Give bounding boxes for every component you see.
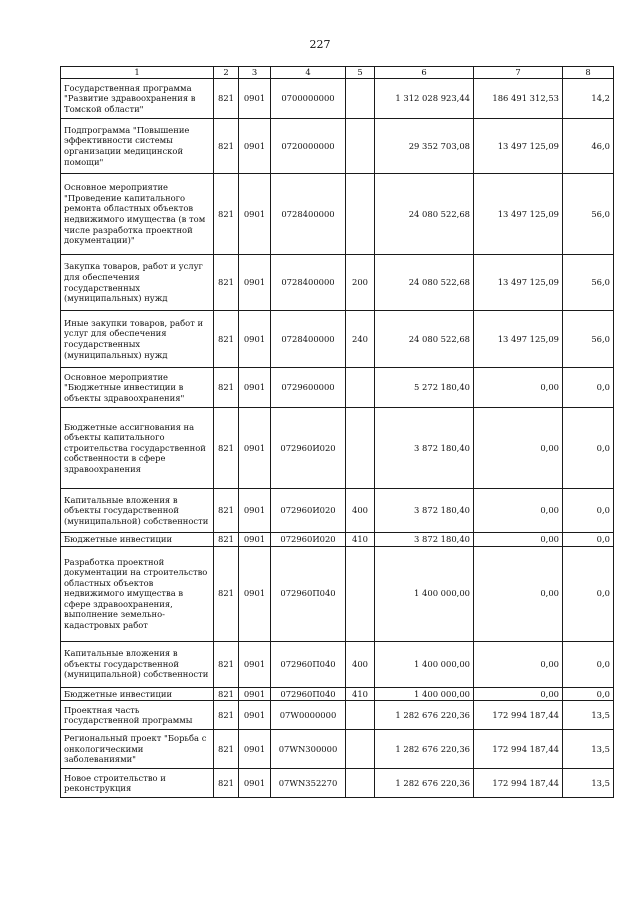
row-plan-amount: 1 400 000,00 xyxy=(375,641,474,687)
row-executed-amount: 172 994 187,44 xyxy=(474,769,563,798)
row-percent: 46,0 xyxy=(563,119,614,174)
row-expense-type xyxy=(346,368,375,408)
row-target-code: 0728400000 xyxy=(271,311,346,368)
row-target-code: 0728400000 xyxy=(271,174,346,255)
row-executed-amount: 0,00 xyxy=(474,489,563,533)
table-row xyxy=(61,730,614,769)
row-executed-amount: 0,00 xyxy=(474,546,563,641)
row-expense-type: 400 xyxy=(346,489,375,533)
row-name: Основное мероприятие "Бюджетные инвестиции в объекты здравоохранения" xyxy=(61,368,214,408)
row-expense-type xyxy=(346,546,375,641)
row-expense-type: 240 xyxy=(346,311,375,368)
row-percent: 0,0 xyxy=(563,368,614,408)
row-plan-amount: 1 282 676 220,36 xyxy=(375,701,474,730)
row-name: Бюджетные инвестиции xyxy=(61,687,214,701)
row-section-code: 0901 xyxy=(239,174,271,255)
row-plan-amount: 24 080 522,68 xyxy=(375,311,474,368)
table-row xyxy=(61,79,614,119)
table-row xyxy=(61,687,614,701)
row-percent: 0,0 xyxy=(563,546,614,641)
row-percent: 56,0 xyxy=(563,311,614,368)
column-header: 7 xyxy=(474,67,563,79)
row-expense-type xyxy=(346,769,375,798)
row-section-code: 0901 xyxy=(239,769,271,798)
row-section-code: 0901 xyxy=(239,701,271,730)
row-admin-code: 821 xyxy=(214,311,239,368)
row-executed-amount: 0,00 xyxy=(474,533,563,547)
row-name: Иные закупки товаров, работ и услуг для обеспечения государственных (муниципальных) нужд xyxy=(61,311,214,368)
row-target-code: 07W0000000 xyxy=(271,701,346,730)
row-target-code: 072960И020 xyxy=(271,533,346,547)
row-name: Бюджетные инвестиции xyxy=(61,533,214,547)
row-section-code: 0901 xyxy=(239,255,271,311)
row-section-code: 0901 xyxy=(239,79,271,119)
row-plan-amount: 3 872 180,40 xyxy=(375,533,474,547)
column-header: 3 xyxy=(239,67,271,79)
page-number: 227 xyxy=(309,38,331,51)
row-percent: 0,0 xyxy=(563,533,614,547)
row-executed-amount: 172 994 187,44 xyxy=(474,730,563,769)
table-row xyxy=(61,701,614,730)
row-plan-amount: 3 872 180,40 xyxy=(375,489,474,533)
row-admin-code: 821 xyxy=(214,769,239,798)
row-percent: 0,0 xyxy=(563,687,614,701)
table-body xyxy=(61,79,614,798)
row-expense-type: 200 xyxy=(346,255,375,311)
row-target-code: 072960П040 xyxy=(271,546,346,641)
row-section-code: 0901 xyxy=(239,641,271,687)
column-header: 5 xyxy=(346,67,375,79)
row-percent: 13,5 xyxy=(563,701,614,730)
row-section-code: 0901 xyxy=(239,687,271,701)
row-plan-amount: 1 400 000,00 xyxy=(375,687,474,701)
row-expense-type xyxy=(346,174,375,255)
row-target-code: 072960И020 xyxy=(271,408,346,489)
row-plan-amount: 5 272 180,40 xyxy=(375,368,474,408)
row-admin-code: 821 xyxy=(214,79,239,119)
row-executed-amount: 0,00 xyxy=(474,408,563,489)
row-admin-code: 821 xyxy=(214,119,239,174)
row-executed-amount: 0,00 xyxy=(474,641,563,687)
row-expense-type: 410 xyxy=(346,533,375,547)
row-target-code: 072960П040 xyxy=(271,687,346,701)
row-percent: 56,0 xyxy=(563,255,614,311)
row-percent: 13,5 xyxy=(563,769,614,798)
row-name: Государственная программа "Развитие здравоохранения в Томской области" xyxy=(61,79,214,119)
row-plan-amount: 24 080 522,68 xyxy=(375,255,474,311)
row-admin-code: 821 xyxy=(214,533,239,547)
row-section-code: 0901 xyxy=(239,489,271,533)
row-plan-amount: 1 312 028 923,44 xyxy=(375,79,474,119)
row-percent: 0,0 xyxy=(563,489,614,533)
table-row xyxy=(61,408,614,489)
row-target-code: 07WN300000 xyxy=(271,730,346,769)
row-executed-amount: 13 497 125,09 xyxy=(474,311,563,368)
row-expense-type xyxy=(346,79,375,119)
table-row xyxy=(61,174,614,255)
row-admin-code: 821 xyxy=(214,408,239,489)
column-header: 2 xyxy=(214,67,239,79)
column-header: 8 xyxy=(563,67,614,79)
row-plan-amount: 29 352 703,08 xyxy=(375,119,474,174)
table-row xyxy=(61,368,614,408)
row-name: Основное мероприятие "Проведение капитального ремонта областных объектов недвижимого имущества (в том числе разработка проектной документации)" xyxy=(61,174,214,255)
row-name: Капитальные вложения в объекты государственной (муниципальной) собственности xyxy=(61,489,214,533)
budget-table xyxy=(60,66,614,798)
row-plan-amount: 1 282 676 220,36 xyxy=(375,730,474,769)
row-name: Разработка проектной документации на строительство областных объектов недвижимого имущества в сфере здравоохранения, выполнение земельно-кадастровых работ xyxy=(61,546,214,641)
row-executed-amount: 0,00 xyxy=(474,687,563,701)
row-section-code: 0901 xyxy=(239,368,271,408)
row-section-code: 0901 xyxy=(239,546,271,641)
row-expense-type xyxy=(346,730,375,769)
row-target-code: 0728400000 xyxy=(271,255,346,311)
row-percent: 56,0 xyxy=(563,174,614,255)
row-admin-code: 821 xyxy=(214,489,239,533)
row-expense-type xyxy=(346,119,375,174)
row-plan-amount: 1 282 676 220,36 xyxy=(375,769,474,798)
row-name: Закупка товаров, работ и услуг для обеспечения государственных (муниципальных) нужд xyxy=(61,255,214,311)
row-percent: 0,0 xyxy=(563,408,614,489)
table-row xyxy=(61,119,614,174)
row-target-code: 0720000000 xyxy=(271,119,346,174)
row-expense-type xyxy=(346,701,375,730)
row-section-code: 0901 xyxy=(239,408,271,489)
row-plan-amount: 24 080 522,68 xyxy=(375,174,474,255)
row-admin-code: 821 xyxy=(214,255,239,311)
table-header-row xyxy=(61,67,614,79)
row-name: Подпрограмма "Повышение эффективности системы организации медицинской помощи" xyxy=(61,119,214,174)
row-admin-code: 821 xyxy=(214,368,239,408)
row-name: Региональный проект "Борьба с онкологическими заболеваниями" xyxy=(61,730,214,769)
row-executed-amount: 172 994 187,44 xyxy=(474,701,563,730)
row-expense-type: 400 xyxy=(346,641,375,687)
row-name: Капитальные вложения в объекты государственной (муниципальной) собственности xyxy=(61,641,214,687)
row-admin-code: 821 xyxy=(214,687,239,701)
row-name: Бюджетные ассигнования на объекты капитального строительства государственной собственности в сфере здравоохранения xyxy=(61,408,214,489)
table-row xyxy=(61,255,614,311)
row-percent: 0,0 xyxy=(563,641,614,687)
row-percent: 13,5 xyxy=(563,730,614,769)
row-target-code: 07WN352270 xyxy=(271,769,346,798)
row-expense-type xyxy=(346,408,375,489)
row-section-code: 0901 xyxy=(239,533,271,547)
row-section-code: 0901 xyxy=(239,311,271,368)
row-executed-amount: 13 497 125,09 xyxy=(474,255,563,311)
row-executed-amount: 13 497 125,09 xyxy=(474,174,563,255)
row-target-code: 0700000000 xyxy=(271,79,346,119)
column-header: 4 xyxy=(271,67,346,79)
table-row xyxy=(61,641,614,687)
row-section-code: 0901 xyxy=(239,730,271,769)
table-row xyxy=(61,489,614,533)
row-admin-code: 821 xyxy=(214,546,239,641)
row-percent: 14,2 xyxy=(563,79,614,119)
row-admin-code: 821 xyxy=(214,730,239,769)
row-admin-code: 821 xyxy=(214,701,239,730)
row-target-code: 0729600000 xyxy=(271,368,346,408)
row-target-code: 072960П040 xyxy=(271,641,346,687)
row-name: Проектная часть государственной программы xyxy=(61,701,214,730)
row-admin-code: 821 xyxy=(214,641,239,687)
row-plan-amount: 3 872 180,40 xyxy=(375,408,474,489)
row-name: Новое строительство и реконструкция xyxy=(61,769,214,798)
row-expense-type: 410 xyxy=(346,687,375,701)
row-plan-amount: 1 400 000,00 xyxy=(375,546,474,641)
table-row xyxy=(61,546,614,641)
table-row xyxy=(61,769,614,798)
row-executed-amount: 186 491 312,53 xyxy=(474,79,563,119)
row-section-code: 0901 xyxy=(239,119,271,174)
row-admin-code: 821 xyxy=(214,174,239,255)
table-row xyxy=(61,311,614,368)
row-executed-amount: 0,00 xyxy=(474,368,563,408)
row-target-code: 072960И020 xyxy=(271,489,346,533)
table-row xyxy=(61,533,614,547)
column-header: 1 xyxy=(61,67,214,79)
column-header: 6 xyxy=(375,67,474,79)
row-executed-amount: 13 497 125,09 xyxy=(474,119,563,174)
